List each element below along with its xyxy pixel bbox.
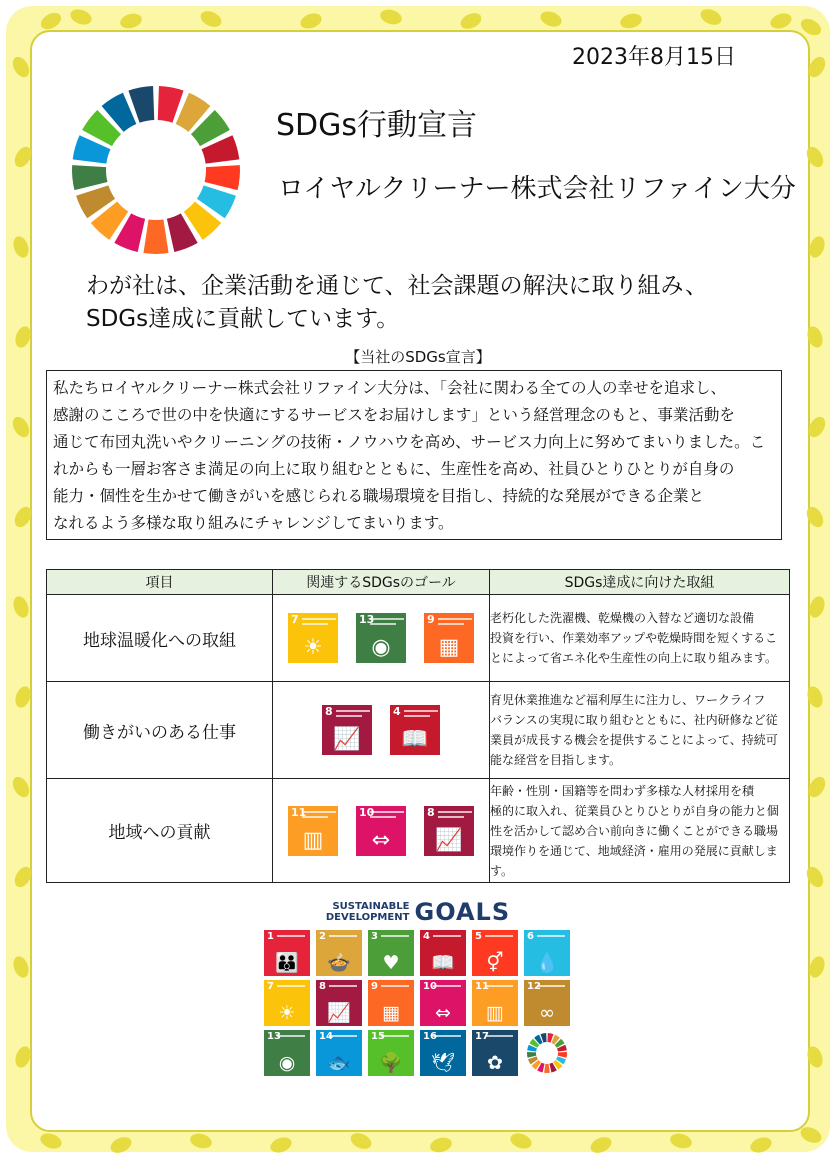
wheel-segment: [143, 219, 168, 254]
sdg-goal-tile: 7 ☀: [264, 980, 310, 1026]
declaration-line: れからも一層お客さま満足の向上に取り組むとともに、生産性を高め、社員ひとりひとりが自身の: [53, 460, 735, 478]
action-line: 投資を行い、作業効率アップや乾燥時間を短くするこ: [490, 631, 778, 645]
wheel-segment: [72, 165, 107, 190]
declaration-line: 能力・個性を生かせて働きがいを感じられる職場環境を目指し、持続的な発展ができる企業と: [53, 487, 705, 505]
company-name: ロイヤルクリーナー株式会社リファイン大分: [278, 174, 796, 204]
action-line: す。: [490, 863, 514, 878]
table-row: [47, 682, 790, 779]
sdg-goal-tile: 16 🕊: [420, 1030, 466, 1076]
action-line: とによって省エネ化や生産性の向上に取り組みます。: [490, 651, 778, 665]
sdg-goal-tile: 11 ▥: [472, 980, 518, 1026]
sdg-goal-tile: 14 🐟: [316, 1030, 362, 1076]
action-line: 業員が成長する機会を提供することによって、持続可: [490, 733, 778, 747]
sdgs-logo: [0, 898, 836, 926]
sdg-goal-tile: 10 ⇔: [420, 980, 466, 1026]
declaration-box: [46, 370, 782, 540]
sdgs-wheel-tile-icon: [524, 1030, 570, 1076]
row-action: [490, 682, 790, 779]
row-action: [490, 779, 790, 883]
lead-line: SDGs達成に貢献しています。: [86, 306, 400, 332]
declaration-heading: 【当社のSDGs宣言】: [345, 348, 491, 366]
sdg-goal-tile: 2 🍲: [316, 930, 362, 976]
row-action: [490, 595, 790, 682]
row-item: 地球温暖化への取組: [47, 595, 273, 682]
row-item: 働きがいのある仕事: [47, 682, 273, 779]
row-item: 地域への貢献: [47, 779, 273, 883]
declaration-line: 感謝のこころで世の中を快適にするサービスをお届けします」という経営理念のもと、事業活動を: [53, 406, 735, 424]
sdgs-logo-small-text: SUSTAINABLE DEVELOPMENT: [325, 901, 410, 923]
sdg-goal-tile: 13 ◉: [264, 1030, 310, 1076]
sdg-goal-icon: 13 ◉: [356, 613, 406, 663]
declaration-line: 通じて布団丸洗いやクリーニングの技術・ノウハウを高め、サービス力向上に努めてまいりました。こ: [53, 433, 766, 451]
sdg-goal-tile: 12 ∞: [524, 980, 570, 1026]
action-line: バランスの実現に取り組むとともに、社内研修など従: [490, 713, 778, 727]
row-goals: [273, 779, 490, 883]
sdg-goal-tile: 3 ♥: [368, 930, 414, 976]
sdg-goal-tile: 9 ▦: [368, 980, 414, 1026]
table-row: [47, 595, 790, 682]
header-item: 項目: [47, 570, 273, 595]
sdg-goal-icon: 10 ⇔: [356, 806, 406, 856]
action-line: 性を活かして認め合い前向きに働くことができる職場: [490, 823, 779, 838]
row-goals: [273, 682, 490, 779]
sdg-goal-tile: 5 ⚥: [472, 930, 518, 976]
wheel-segment: [205, 165, 240, 190]
date: 2023年8月15日: [572, 45, 736, 70]
action-line: 極的に取入れ、従業員ひとりひとりが自身の能力と個: [490, 803, 779, 818]
sdg-goal-tile: 4 📖: [420, 930, 466, 976]
sdg-goal-tile: 6 💧: [524, 930, 570, 976]
declaration-line: なれるよう多様な取り組みにチャレンジしてまいります。: [53, 514, 454, 532]
action-line: 年齢・性別・国籍等を問わず多様な人材採用を積: [490, 783, 755, 798]
sdg-goal-tile: 1 👪: [264, 930, 310, 976]
lead-line: わが社は、企業活動を通じて、社会課題の解決に取り組み、: [86, 273, 708, 299]
sdg-goal-icon: 11 ▥: [288, 806, 338, 856]
header-goals: 関連するSDGsのゴール: [273, 570, 490, 595]
sdg-goal-tile: 17 ✿: [472, 1030, 518, 1076]
declaration-line: 私たちロイヤルクリーナー株式会社リファイン大分は、「会社に関わる全ての人の幸せを追求し、: [53, 379, 727, 397]
sdgs-plan-table: [46, 569, 790, 883]
sdg-goal-tile: 15 🌳: [368, 1030, 414, 1076]
action-line: 環境作りを通じて、地域経済・雇用の発展に貢献しま: [490, 843, 778, 858]
table-header-row: [47, 570, 790, 595]
lead-statement: [86, 270, 708, 336]
sdg-goal-icon: 8 📈: [322, 705, 372, 755]
action-line: 老朽化した洗濯機、乾燥機の入替など適切な設備: [490, 611, 755, 625]
sdg-goal-tile: 8 📈: [316, 980, 362, 1026]
sdgs-logo-goals-word: GOALS: [414, 898, 511, 926]
table-row: [47, 779, 790, 883]
row-goals: [273, 595, 490, 682]
sdg-goal-icon: 7 ☀: [288, 613, 338, 663]
sdg-goal-icon: 4 📖: [390, 705, 440, 755]
sdgs-wheel-icon: [62, 86, 250, 254]
sdg-goal-icon: 8 📈: [424, 806, 474, 856]
sdg-goal-icon: 9 ▦: [424, 613, 474, 663]
page-title: SDGs行動宣言: [276, 108, 478, 143]
action-line: 育児休業推進など福利厚生に注力し、ワークライフ: [490, 693, 766, 707]
action-line: 能な経営を目指します。: [490, 753, 622, 767]
header-actions: SDGs達成に向けた取組: [490, 570, 790, 595]
